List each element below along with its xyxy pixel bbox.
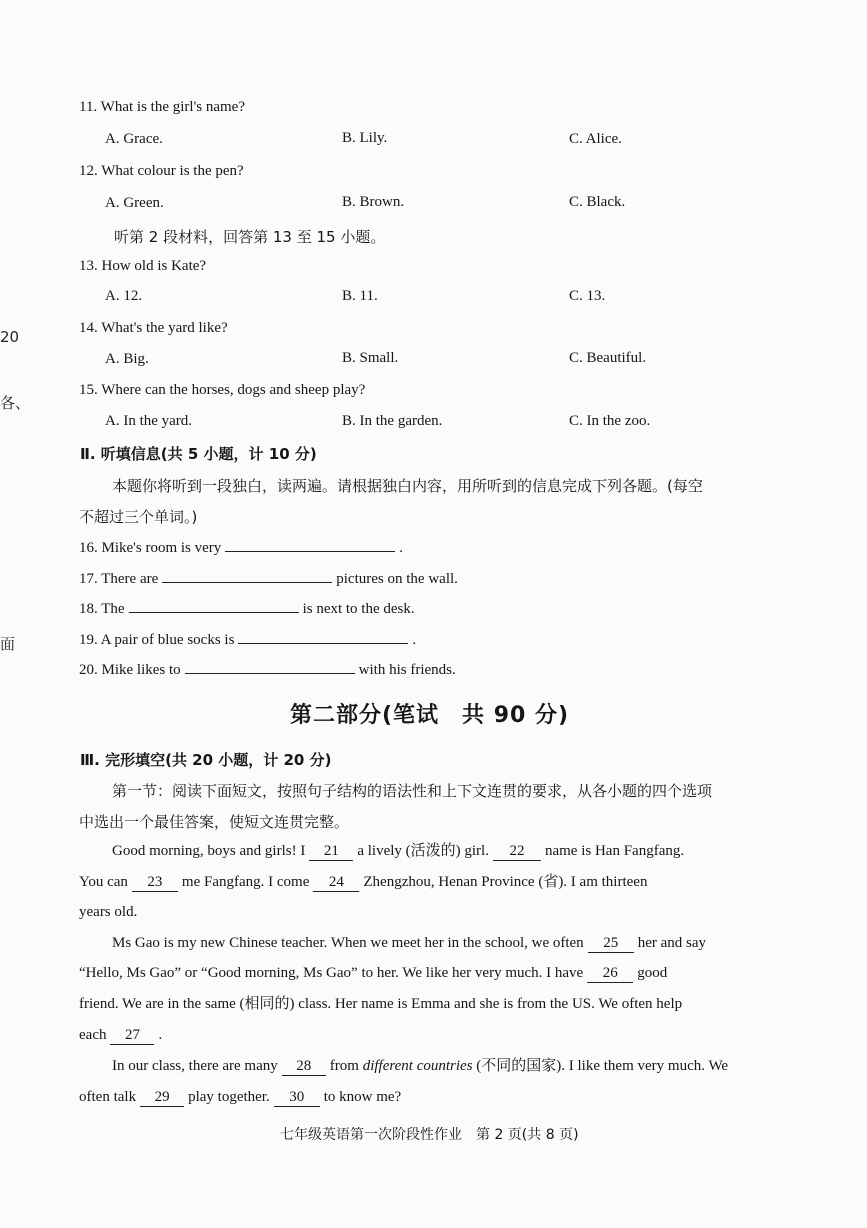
passage-italic-text: different countries <box>362 1058 473 1074</box>
q20-text-after: with his friends. <box>358 662 456 678</box>
q15-option-a: A. In the yard. <box>105 413 193 429</box>
q12-option-b: B. Brown. <box>342 194 405 210</box>
passage-p2-line-1 <box>112 928 706 959</box>
question-14: 14. What's the yard like? <box>79 320 228 336</box>
margin-fragment-1: 20 <box>0 328 20 346</box>
q17-text-after: pictures on the wall. <box>336 571 458 587</box>
q17-text-before: 17. There are <box>79 571 159 587</box>
answer-blank-16[interactable] <box>225 536 395 552</box>
passage-text: good <box>637 965 668 981</box>
q12-option-c: C. Black. <box>569 194 626 210</box>
cloze-blank-21[interactable]: 21 <box>309 843 353 861</box>
q11-option-a: A. Grace. <box>105 131 163 147</box>
margin-fragment-3: 面 <box>0 635 16 653</box>
cloze-blank-22[interactable]: 22 <box>493 843 541 861</box>
passage-text: “Hello, Ms Gao” or “Good morning, Ms Gao” to her. We like her very much. I have <box>79 965 584 981</box>
q14-option-b: B. Small. <box>342 350 399 366</box>
q12-option-a: A. Green. <box>105 195 164 211</box>
q11-option-c: C. Alice. <box>569 131 622 147</box>
q19-text-after: . <box>412 632 417 648</box>
passage-p1-line-2 <box>79 867 647 898</box>
question-18 <box>79 597 415 618</box>
question-11: 11. What is the girl's name? <box>79 99 245 115</box>
q14-option-c: C. Beautiful. <box>569 350 647 366</box>
passage-text: In our class, there are many <box>112 1058 278 1074</box>
section-3-instruction-line-1: 第一节：阅读下面短文，按照句子结构的语法性和上下文连贯的要求，从各小题的四个选项 <box>112 782 713 800</box>
passage-text: name is Han Fangfang. <box>544 843 685 859</box>
margin-fragment-2: 各、 <box>0 394 31 412</box>
q11-option-b: B. Lily. <box>342 130 388 146</box>
cloze-blank-28[interactable]: 28 <box>282 1058 326 1076</box>
cloze-blank-27[interactable]: 27 <box>110 1027 154 1045</box>
passage-text: a lively (活泼的) girl. <box>357 843 489 859</box>
question-12: 12. What colour is the pen? <box>79 163 244 179</box>
passage-text: (不同的国家). I like them very much. We <box>476 1058 729 1074</box>
cloze-blank-25[interactable]: 25 <box>588 935 634 953</box>
q16-text-before: 16. Mike's room is very <box>79 540 222 556</box>
q15-option-b: B. In the garden. <box>342 413 443 429</box>
answer-blank-18[interactable] <box>129 597 299 613</box>
q19-text-before: 19. A pair of blue socks is <box>79 632 235 648</box>
question-13: 13. How old is Kate? <box>79 258 207 274</box>
question-15: 15. Where can the horses, dogs and sheep play? <box>79 382 366 398</box>
section-2-instruction-line-2: 不超过三个单词。) <box>79 508 198 526</box>
cloze-blank-23[interactable]: 23 <box>132 874 178 892</box>
q13-option-c: C. 13. <box>569 288 606 304</box>
cloze-blank-24[interactable]: 24 <box>313 874 359 892</box>
q15-option-c: C. In the zoo. <box>569 413 651 429</box>
passage-p2-line-3: friend. We are in the same (相同的) class. Her name is Emma and she is from the US. We often help <box>79 996 683 1012</box>
passage-p2-line-2 <box>79 958 667 989</box>
section-2-heading: Ⅱ. 听填信息(共 5 小题，计 10 分) <box>80 445 317 463</box>
section-3-heading: Ⅲ. 完形填空(共 20 小题，计 20 分) <box>80 751 332 769</box>
passage-text: each <box>79 1027 107 1043</box>
passage-p3-line-2 <box>79 1082 401 1113</box>
cloze-blank-26[interactable]: 26 <box>587 965 633 983</box>
q16-text-after: . <box>399 540 404 556</box>
passage-text: to know me? <box>323 1089 402 1105</box>
passage-text: me Fangfang. I come <box>181 874 310 890</box>
page-footer: 七年级英语第一次阶段性作业 第 2 页(共 8 页) <box>280 1127 579 1143</box>
passage-text: Good morning, boys and girls! I <box>112 843 306 859</box>
question-19 <box>79 628 416 649</box>
passage-text: often talk <box>79 1089 137 1105</box>
part-2-title: 第二部分(笔试 共 90 分) <box>290 703 570 728</box>
answer-blank-17[interactable] <box>162 567 332 583</box>
passage-p3-line-1 <box>112 1051 728 1082</box>
q13-option-a: A. 12. <box>105 288 143 304</box>
cloze-blank-29[interactable]: 29 <box>140 1089 184 1107</box>
passage-p1-line-3: years old. <box>79 904 138 920</box>
q14-option-a: A. Big. <box>105 351 149 367</box>
q18-text-after: is next to the desk. <box>302 601 415 617</box>
material-2-instruction: 听第 2 段材料，回答第 13 至 15 小题。 <box>114 228 386 246</box>
passage-text: Zhengzhou, Henan Province (省). I am thirteen <box>363 874 648 890</box>
passage-text: her and say <box>637 935 706 951</box>
question-17 <box>79 567 458 588</box>
passage-p1-line-1 <box>112 836 684 867</box>
passage-text: You can <box>79 874 128 890</box>
cloze-blank-30[interactable]: 30 <box>274 1089 320 1107</box>
passage-text: from <box>329 1058 359 1074</box>
question-16 <box>79 536 403 557</box>
q18-text-before: 18. The <box>79 601 125 617</box>
answer-blank-20[interactable] <box>185 658 355 674</box>
passage-text: Ms Gao is my new Chinese teacher. When we meet her in the school, we often <box>112 935 584 951</box>
passage-text: . <box>158 1027 163 1043</box>
q20-text-before: 20. Mike likes to <box>79 662 181 678</box>
section-2-instruction-line-1: 本题你将听到一段独白，读两遍。请根据独白内容，用所听到的信息完成下列各题。(每空 <box>112 477 703 495</box>
section-3-instruction-line-2: 中选出一个最佳答案，使短文连贯完整。 <box>79 813 350 831</box>
passage-text: play together. <box>188 1089 270 1105</box>
passage-p2-line-4 <box>79 1020 162 1051</box>
q13-option-b: B. 11. <box>342 288 378 304</box>
question-20 <box>79 658 456 679</box>
answer-blank-19[interactable] <box>238 628 408 644</box>
